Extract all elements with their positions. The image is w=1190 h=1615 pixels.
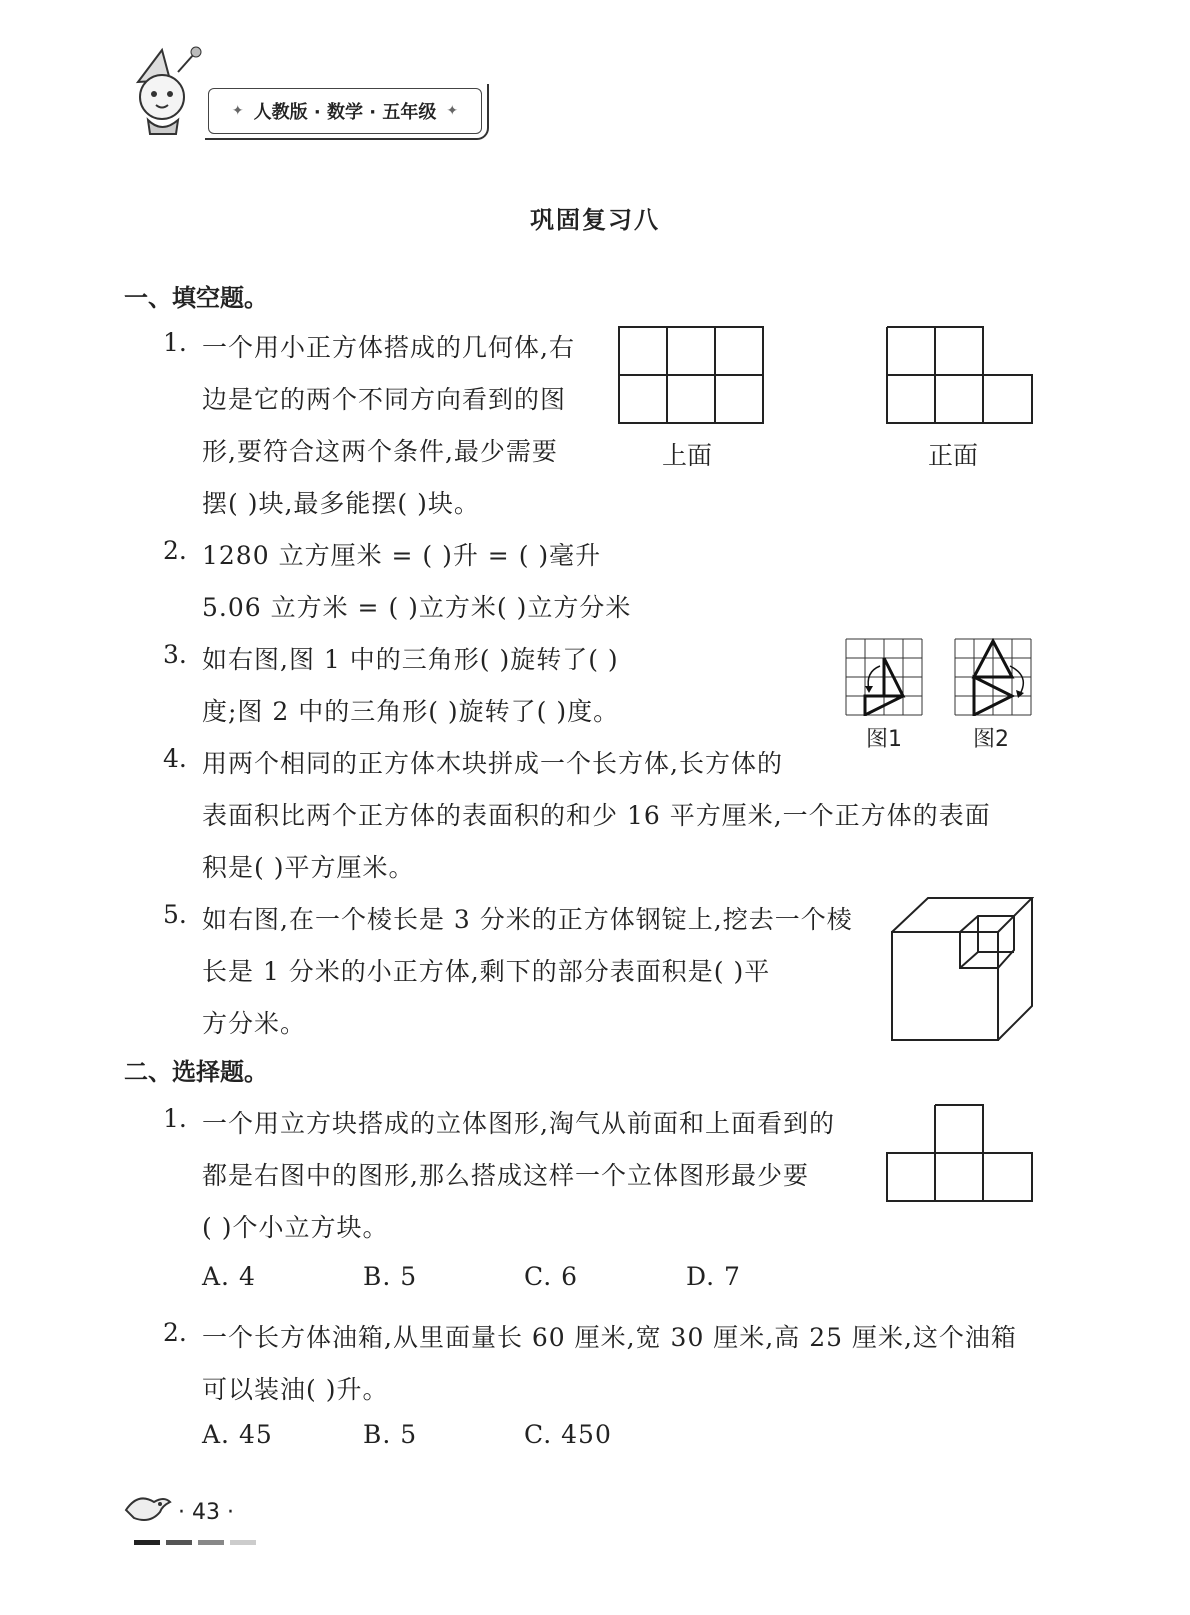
star-icon: ✦ <box>231 103 244 119</box>
mascot-logo <box>118 42 208 137</box>
s2q1-number: 1. <box>163 1104 187 1133</box>
q5-number: 5. <box>163 900 187 929</box>
q5-cube-figure <box>890 896 1034 1042</box>
page-number: · 43 · <box>178 1500 234 1525</box>
q1-front-view-figure <box>886 326 1034 424</box>
q1-line-2: 边是它的两个不同方向看到的图 <box>202 385 567 414</box>
header-series-label <box>208 88 482 134</box>
q5-line-2: 长是 1 分米的小正方体,剩下的部分表面积是( )平 <box>202 957 771 986</box>
q5-line-3: 方分米。 <box>202 1009 307 1038</box>
footer-bar-1 <box>134 1540 160 1545</box>
footer-bar-2 <box>166 1540 192 1545</box>
q4-line-3: 积是( )平方厘米。 <box>202 853 415 882</box>
q1-number: 1. <box>163 328 187 357</box>
star-icon: ✦ <box>446 103 459 119</box>
q5-line-1: 如右图,在一个棱长是 3 分米的正方体钢锭上,挖去一个棱 <box>202 905 853 934</box>
s2q2-option-b: B. 5 <box>363 1420 418 1449</box>
section2-heading: 二、选择题。 <box>124 1058 268 1086</box>
s2q2-line-1: 一个长方体油箱,从里面量长 60 厘米,宽 30 厘米,高 25 厘米,这个油箱 <box>202 1323 1017 1352</box>
s2q1-line-3: ( )个小立方块。 <box>202 1213 389 1242</box>
q2-line-1: 1280 立方厘米 = ( )升 = ( )毫升 <box>202 541 602 570</box>
bird-icon <box>120 1488 176 1528</box>
q2-number: 2. <box>163 536 187 565</box>
q3-caption-1: 图1 <box>866 727 902 752</box>
q1-line-4: 摆( )块,最多能摆( )块。 <box>202 489 480 518</box>
footer-bar-3 <box>198 1540 224 1545</box>
section1-heading: 一、填空题。 <box>124 284 268 312</box>
q3-number: 3. <box>163 640 187 669</box>
s2q2-option-a: A. 45 <box>202 1420 273 1449</box>
s2q1-option-c: C. 6 <box>524 1262 579 1291</box>
q1-line-3: 形,要符合这两个条件,最少需要 <box>202 437 558 466</box>
page-title: 巩固复习八 <box>530 206 660 234</box>
series-text: 人教版 · 数学 · 五年级 <box>253 102 437 123</box>
s2q2-option-c: C. 450 <box>524 1420 612 1449</box>
s2q2-number: 2. <box>163 1318 187 1347</box>
q4-line-2: 表面积比两个正方体的表面积的和少 16 平方厘米,一个正方体的表面 <box>202 801 991 830</box>
q2-line-2: 5.06 立方米 = ( )立方米( )立方分米 <box>202 593 632 622</box>
s2q1-line-1: 一个用立方块搭成的立体图形,淘气从前面和上面看到的 <box>202 1109 835 1138</box>
q1-top-view-figure <box>618 326 764 424</box>
q1-caption-front: 正面 <box>928 441 979 470</box>
q3-line-2: 度;图 2 中的三角形( )旋转了( )度。 <box>202 697 620 726</box>
q4-line-1: 用两个相同的正方体木块拼成一个长方体,长方体的 <box>202 749 783 778</box>
s2q1-option-b: B. 5 <box>363 1262 418 1291</box>
q1-caption-top: 上面 <box>662 441 713 470</box>
q3-line-1: 如右图,图 1 中的三角形( )旋转了( ) <box>202 645 619 674</box>
s2q1-option-a: A. 4 <box>202 1262 256 1291</box>
q4-number: 4. <box>163 744 187 773</box>
footer-bar-4 <box>230 1540 256 1545</box>
q1-line-1: 一个用小正方体搭成的几何体,右 <box>202 333 575 362</box>
q3-figure-2 <box>954 638 1032 716</box>
q3-caption-2: 图2 <box>973 727 1009 752</box>
s2q1-view-figure <box>886 1104 1034 1202</box>
q3-figure-1 <box>845 638 923 716</box>
s2q2-line-2: 可以装油( )升。 <box>202 1375 389 1404</box>
s2q1-option-d: D. 7 <box>686 1262 741 1291</box>
s2q1-line-2: 都是右图中的图形,那么搭成这样一个立体图形最少要 <box>202 1161 809 1190</box>
